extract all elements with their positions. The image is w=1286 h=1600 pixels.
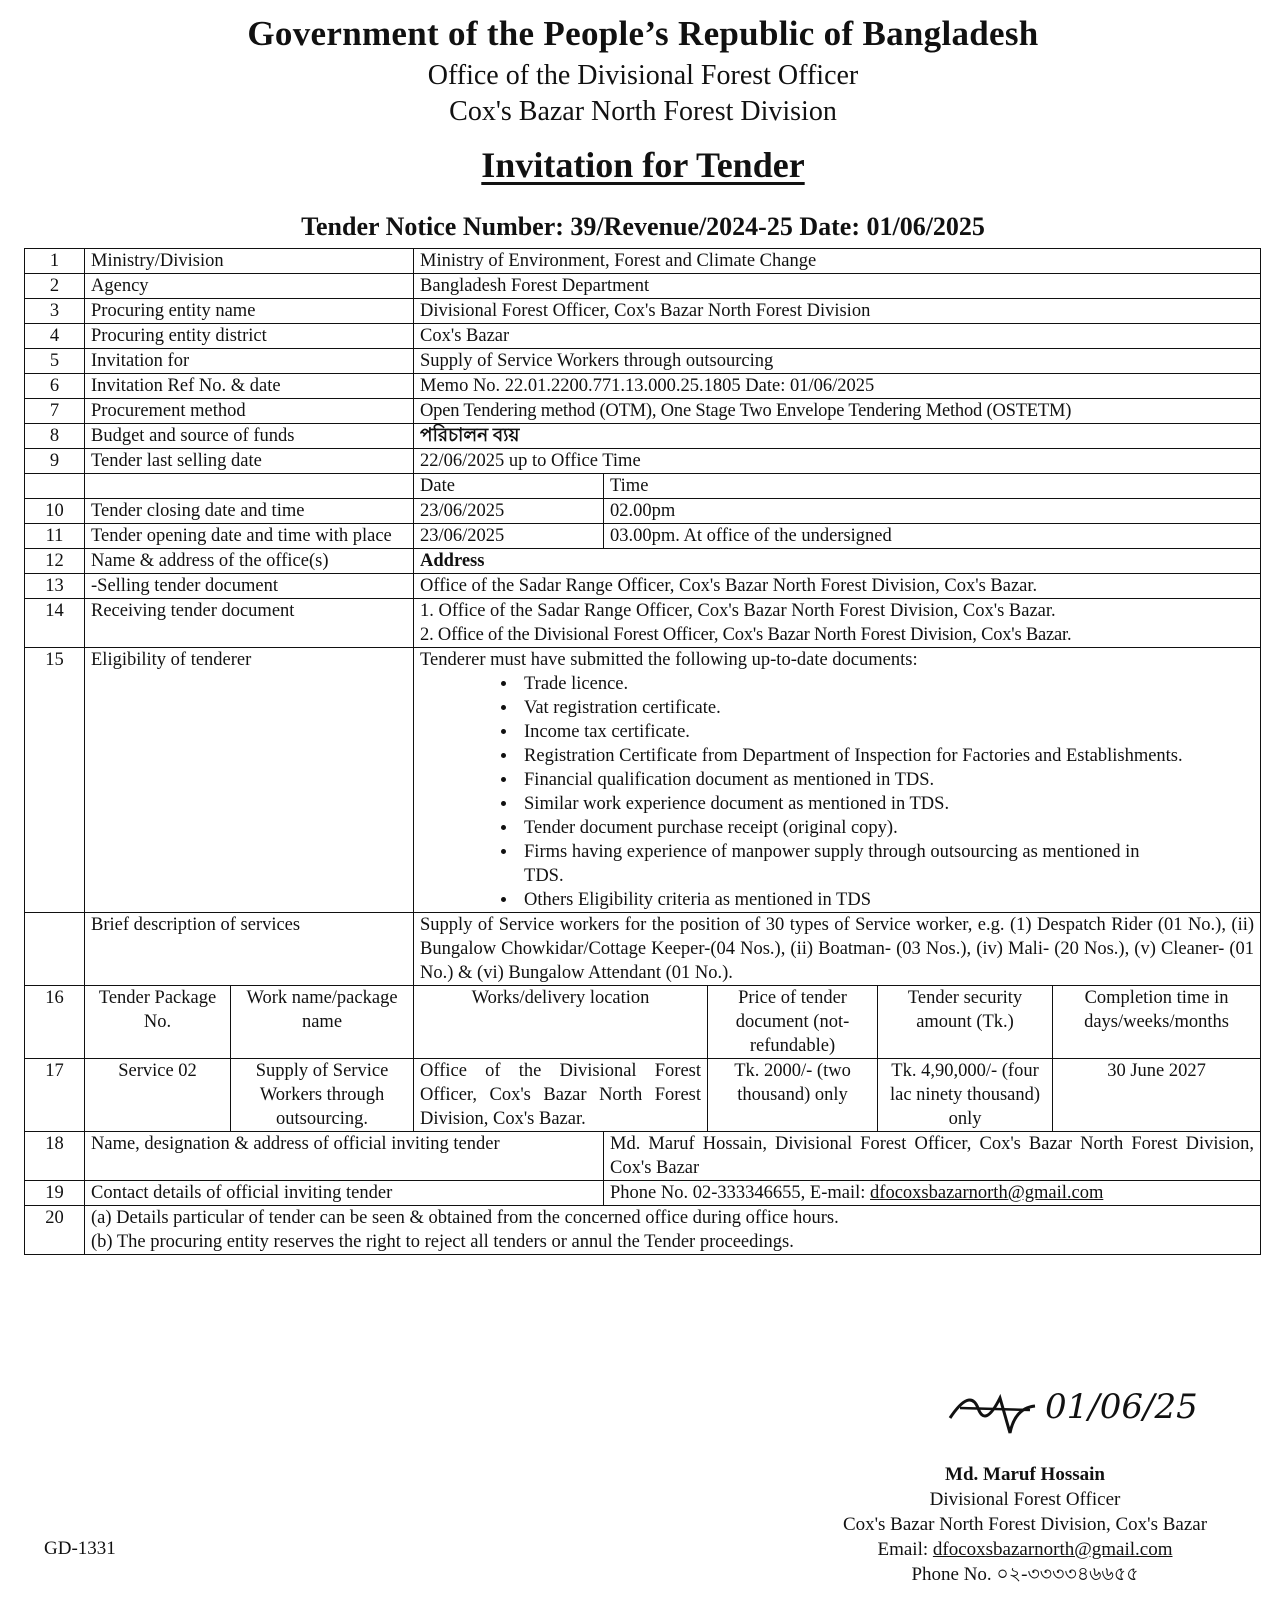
row-number: 2: [25, 274, 85, 299]
table-row: [25, 1132, 1261, 1181]
note-a: (a) Details particular of tender can be seen & obtained from the concerned office during office hours.: [91, 1208, 839, 1228]
row-number: 10: [25, 499, 85, 524]
row-value: পরিচালন ব্যয়: [414, 424, 1261, 449]
row-number: 1: [25, 249, 85, 274]
handwritten-signature: [940, 1378, 1220, 1448]
contact-phone: Phone No. 02-333346655, E-mail:: [610, 1183, 871, 1203]
work-header: Work name/package name: [231, 986, 414, 1059]
row-number: 15: [25, 648, 85, 913]
row-value: [414, 648, 1261, 913]
closing-date: 23/06/2025: [414, 499, 604, 524]
row-value: Office of the Sadar Range Officer, Cox's Bazar North Forest Division, Cox's Bazar.: [414, 574, 1261, 599]
row-label: Invitation for: [85, 349, 414, 374]
signatory-division: Cox's Bazar North Forest Division, Cox's Bazar: [842, 1514, 1208, 1535]
signatory-name: Md. Maruf Hossain: [945, 1464, 1105, 1485]
row-value: Md. Maruf Hossain, Divisional Forest Officer, Cox's Bazar North Forest Division, Cox's Bazar: [604, 1132, 1261, 1181]
row-label: Name & address of the office(s): [85, 549, 414, 574]
completion-header: Completion time in days/weeks/months: [1053, 986, 1261, 1059]
row-value: Address: [414, 549, 1261, 574]
row-value: Supply of Service workers for the position of 30 types of Service worker, e.g. (1) Despatch Rider (01 No.), (ii) Bungalow Chowkidar/Cottage Keeper-(04 Nos.), (ii) Boatman- (03 Nos.), (iv) Mali- (20 Nos.), (v) Cleaner- (01 No.) & (vi) Bungalow Attendant (01 No.).: [414, 913, 1261, 986]
row-label: Agency: [85, 274, 414, 299]
row-label: Procurement method: [85, 399, 414, 424]
table-row: [25, 1181, 1261, 1206]
table-row: [25, 399, 1261, 424]
location-header: Works/delivery location: [414, 986, 708, 1059]
table-row: [25, 913, 1261, 986]
table-row: [25, 1059, 1261, 1132]
package-no: Service 02: [85, 1059, 231, 1132]
row-number: 13: [25, 574, 85, 599]
table-row: [25, 474, 1261, 499]
eligibility-intro: Tenderer must have submitted the following up-to-date documents:: [420, 650, 918, 670]
row-label: Budget and source of funds: [85, 424, 414, 449]
row-value: 22/06/2025 up to Office Time: [414, 449, 1261, 474]
tender-table: [24, 248, 1261, 1255]
row-label: Receiving tender document: [85, 599, 414, 648]
row-label: -Selling tender document: [85, 574, 414, 599]
list-item: • Income tax certificate.: [518, 720, 1254, 744]
row-number: 12: [25, 549, 85, 574]
list-item: • Tender document purchase receipt (original copy).: [518, 816, 1254, 840]
table-row: [25, 374, 1261, 399]
receiving-office-2: 2. Office of the Divisional Forest Officer, Cox's Bazar North Forest Division, Cox's Bazar.: [420, 625, 1072, 645]
table-row: [25, 1206, 1261, 1255]
table-row: [25, 349, 1261, 374]
opening-date: 23/06/2025: [414, 524, 604, 549]
table-row: [25, 299, 1261, 324]
row-label: Invitation Ref No. & date: [85, 374, 414, 399]
row-number: 5: [25, 349, 85, 374]
row-label: Brief description of services: [85, 913, 414, 986]
list-item: • Others Eligibility criteria as mentioned in TDS: [518, 888, 1254, 912]
note-b: (b) The procuring entity reserves the right to reject all tenders or annul the Tender proceedings.: [91, 1232, 794, 1252]
completion-time: 30 June 2027: [1053, 1059, 1261, 1132]
list-item: • Vat registration certificate.: [518, 696, 1254, 720]
row-label: Tender opening date and time with place: [85, 524, 414, 549]
row-number: 3: [25, 299, 85, 324]
table-row: [25, 274, 1261, 299]
table-row: [25, 424, 1261, 449]
row-label: Procuring entity name: [85, 299, 414, 324]
time-header: Time: [604, 474, 1261, 499]
closing-time: 02.00pm: [604, 499, 1261, 524]
title-text: Invitation for Tender: [481, 145, 805, 185]
office-heading: Office of the Divisional Forest Officer: [427, 60, 859, 91]
delivery-location: Office of the Divisional Forest Officer, Cox's Bazar North Forest Division, Cox's Bazar.: [414, 1059, 708, 1132]
row-label: Contact details of official inviting tender: [85, 1181, 604, 1206]
opening-time: 03.00pm. At office of the undersigned: [604, 524, 1261, 549]
contact-email-link[interactable]: dfocoxsbazarnorth@gmail.com: [870, 1183, 1104, 1203]
table-row: [25, 549, 1261, 574]
government-heading: Government of the People’s Republic of Bangladesh: [247, 14, 1039, 53]
row-number: 16: [25, 986, 85, 1059]
row-number: 20: [25, 1206, 85, 1255]
eligibility-list: [420, 672, 1254, 912]
table-row: [25, 524, 1261, 549]
price-header: Price of tender document (not-refundable): [708, 986, 878, 1059]
row-number: 8: [25, 424, 85, 449]
row-label: Tender closing date and time: [85, 499, 414, 524]
row-value: [414, 599, 1261, 648]
row-label: Procuring entity district: [85, 324, 414, 349]
row-value: [604, 1181, 1261, 1206]
row-number: 7: [25, 399, 85, 424]
work-name: Supply of Service Workers through outsourcing.: [231, 1059, 414, 1132]
row-value: Divisional Forest Officer, Cox's Bazar North Forest Division: [414, 299, 1261, 324]
signatory-email-link[interactable]: dfocoxsbazarnorth@gmail.com: [932, 1539, 1173, 1560]
division-heading: Cox's Bazar North Forest Division: [449, 96, 837, 127]
signature-block: [790, 1462, 1260, 1587]
document-price: Tk. 2000/- (two thousand) only: [708, 1059, 878, 1132]
list-item: • Registration Certificate from Department of Inspection for Factories and Establishments.: [518, 744, 1254, 768]
signatory-email: Email: dfocoxsbazarnorth@gmail.com: [877, 1539, 1173, 1560]
row-value: Memo No. 22.01.2200.771.13.000.25.1805 Date: 01/06/2025: [414, 374, 1261, 399]
row-label: Ministry/Division: [85, 249, 414, 274]
list-item: • Similar work experience document as mentioned in TDS.: [518, 792, 1254, 816]
table-row: [25, 599, 1261, 648]
receiving-office-1: 1. Office of the Sadar Range Officer, Cox's Bazar North Forest Division, Cox's Bazar.: [420, 601, 1056, 621]
table-row: [25, 648, 1261, 913]
row-number: 11: [25, 524, 85, 549]
row-value: Supply of Service Workers through outsourcing: [414, 349, 1261, 374]
table-row: [25, 324, 1261, 349]
list-item: • Trade licence.: [518, 672, 1254, 696]
row-number: 18: [25, 1132, 85, 1181]
row-value: Ministry of Environment, Forest and Climate Change: [414, 249, 1261, 274]
security-amount: Tk. 4,90,000/- (four lac ninety thousand) only: [878, 1059, 1053, 1132]
row-label: Tender last selling date: [85, 449, 414, 474]
page-title: [0, 144, 1286, 186]
row-value: [85, 1206, 1261, 1255]
date-header: Date: [414, 474, 604, 499]
table-row: [25, 499, 1261, 524]
signature-date: 01/06/25: [1045, 1387, 1198, 1427]
row-value: Cox's Bazar: [414, 324, 1261, 349]
row-label: Name, designation & address of official inviting tender: [85, 1132, 604, 1181]
row-value: Bangladesh Forest Department: [414, 274, 1261, 299]
table-row: [25, 574, 1261, 599]
tender-notice-number: Tender Notice Number: 39/Revenue/2024-25 Date: 01/06/2025: [301, 212, 985, 241]
row-number: 4: [25, 324, 85, 349]
package-header: Tender Package No.: [85, 986, 231, 1059]
row-number: 6: [25, 374, 85, 399]
list-item: • Firms having experience of manpower supply through outsourcing as mentioned in TDS.: [518, 840, 1254, 888]
table-row: [25, 449, 1261, 474]
row-number: 9: [25, 449, 85, 474]
document-code: GD-1331: [44, 1538, 116, 1559]
security-header: Tender security amount (Tk.): [878, 986, 1053, 1059]
row-number: 19: [25, 1181, 85, 1206]
row-number: 17: [25, 1059, 85, 1132]
row-number: 14: [25, 599, 85, 648]
table-row: [25, 249, 1261, 274]
signatory-phone: Phone No. ০২-৩৩৩৩৪৬৬৫৫: [911, 1564, 1139, 1585]
signatory-designation: Divisional Forest Officer: [929, 1489, 1121, 1510]
table-row: [25, 986, 1261, 1059]
row-label: Eligibility of tenderer: [85, 648, 414, 913]
row-value: Open Tendering method (OTM), One Stage Two Envelope Tendering Method (OSTETM): [414, 399, 1261, 424]
list-item: • Financial qualification document as mentioned in TDS.: [518, 768, 1254, 792]
